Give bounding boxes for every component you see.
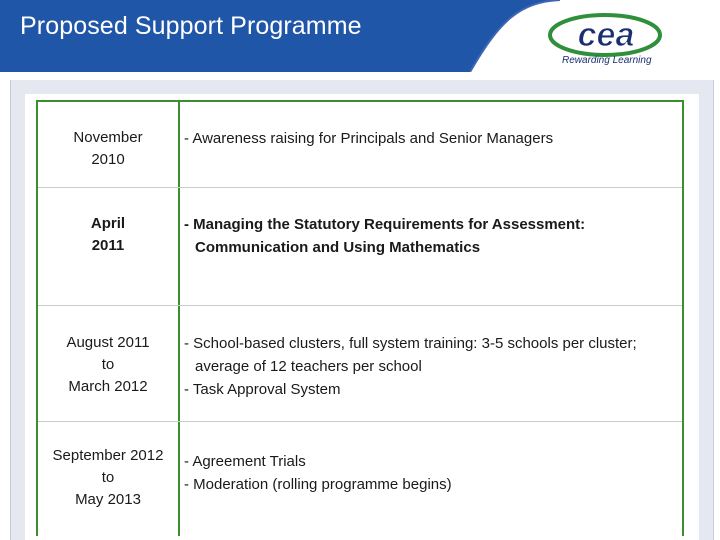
row-2-desc-line-1: - Managing the Statutory Requirements for Assessment:: [184, 216, 586, 233]
row-4-desc-line-1: - Agreement Trials: [184, 453, 306, 470]
row-2-date: [38, 213, 178, 257]
row-2-description: [184, 213, 680, 259]
row-1-date: [38, 127, 178, 171]
row-1-description: [184, 127, 680, 150]
row-1-desc-line-1: - Awareness raising for Principals and Senior Managers: [184, 130, 554, 147]
row-3-date-line-3: March 2012: [68, 378, 148, 395]
row-1-date-line-2: 2010: [91, 151, 125, 168]
row-4-date: [38, 445, 178, 511]
row-3-description: [184, 332, 680, 401]
row-separator: [38, 187, 682, 188]
row-2-desc-line-2: Communication and Using Mathematics: [195, 239, 481, 256]
slide-header: [0, 0, 720, 72]
page-title: Proposed Support Programme: [20, 12, 362, 40]
row-3-desc-line-3: - Task Approval System: [184, 381, 341, 398]
row-3-date: [38, 332, 178, 398]
row-4-date-line-1: September 2012: [52, 447, 164, 464]
row-3-desc-line-1: - School-based clusters, full system training: 3-5 schools per cluster;: [184, 335, 637, 352]
row-4-date-line-3: May 2013: [75, 491, 141, 508]
row-separator: [38, 421, 682, 422]
row-3-desc-line-2: average of 12 teachers per school: [195, 358, 422, 375]
row-4-desc-line-2: - Moderation (rolling programme begins): [184, 476, 452, 493]
row-4-description: [184, 450, 680, 496]
logo-text: cea: [577, 16, 635, 54]
row-4-date-line-2: to: [101, 469, 115, 486]
row-3-date-line-1: August 2011: [66, 334, 150, 351]
row-2-date-line-2: 2011: [91, 237, 125, 254]
row-separator: [38, 305, 682, 306]
row-3-date-line-2: to: [101, 356, 115, 373]
logo-tagline: Rewarding Learning: [562, 55, 652, 66]
column-divider: [178, 100, 180, 536]
row-1-date-line-1: November: [73, 129, 143, 146]
row-2-date-line-1: April: [90, 215, 126, 232]
